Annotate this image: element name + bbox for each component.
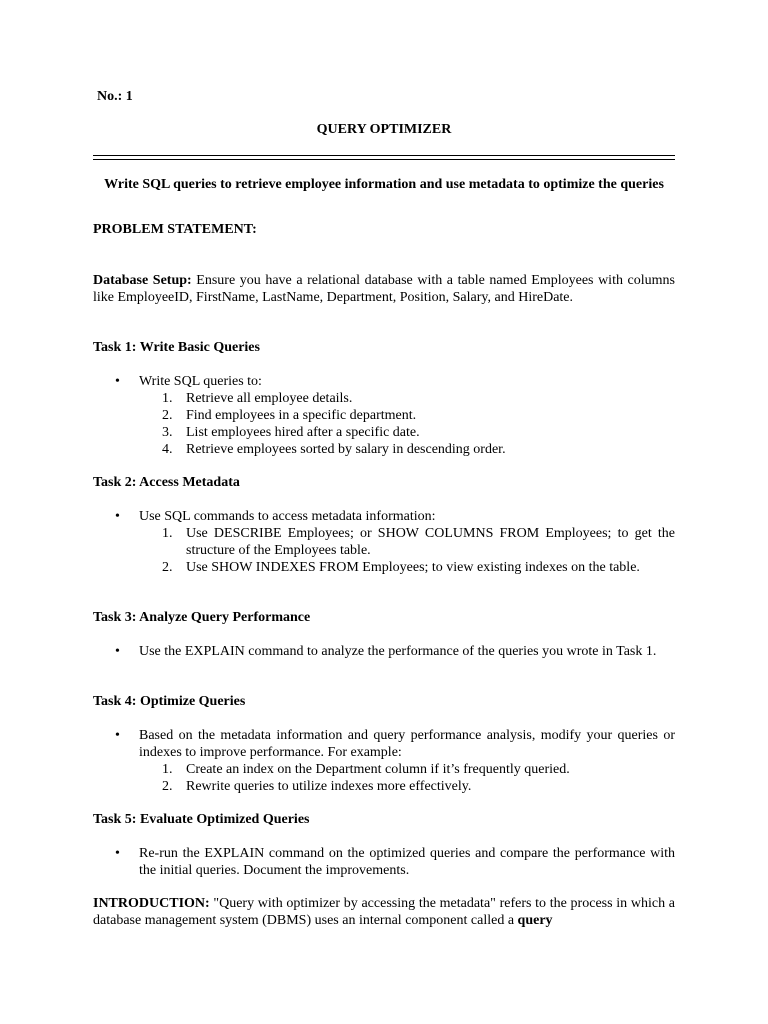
list-item: 2. Use SHOW INDEXES FROM Employees; to view existing indexes on the table. — [162, 560, 640, 575]
list-item: 2. Rewrite queries to utilize indexes more effectively. — [162, 779, 472, 794]
bullet-icon: • — [115, 728, 120, 743]
list-item: 4. Retrieve employees sorted by salary in descending order. — [162, 442, 506, 457]
task-3-bullet-text: Use the EXPLAIN command to analyze the performance of the queries you wrote in Task 1. — [139, 644, 657, 659]
task-4-heading: Task 4: Optimize Queries — [93, 694, 246, 709]
aim-statement: Write SQL queries to retrieve employee information and use metadata to optimize the queries — [104, 177, 664, 192]
database-setup-text: Ensure you have a relational database with a table named Employees with columns like EmployeeID, FirstName, LastName, Department, Position, Salary, and HireDate. — [93, 273, 675, 305]
task-5-bullet-text: Re-run the EXPLAIN command on the optimized queries and compare the performance with the initial queries. Document the improvements. — [139, 846, 675, 878]
list-item: 1. Use DESCRIBE Employees; or SHOW COLUMNS FROM Employees; to get the structure of the Employees table. — [162, 526, 675, 558]
list-item: 2. Find employees in a specific department. — [162, 408, 417, 423]
bullet-icon: • — [115, 644, 120, 659]
database-setup-label: Database Setup: — [93, 273, 192, 288]
list-item: 1. Create an index on the Department column if it’s frequently queried. — [162, 762, 570, 777]
task-3-heading: Task 3: Analyze Query Performance — [93, 610, 311, 625]
problem-statement-heading: PROBLEM STATEMENT: — [93, 222, 257, 237]
introduction-label: INTRODUCTION: — [93, 896, 210, 911]
bullet-icon: • — [115, 509, 120, 524]
task-4-list — [93, 761, 675, 795]
task-2-heading: Task 2: Access Metadata — [93, 475, 240, 490]
bullet-icon: • — [115, 374, 120, 389]
database-setup-paragraph — [93, 272, 675, 306]
task-2-list — [93, 525, 675, 576]
task-1-bullet-text: Write SQL queries to: — [139, 374, 262, 389]
document-title: QUERY OPTIMIZER — [316, 122, 452, 137]
task-5-heading: Task 5: Evaluate Optimized Queries — [93, 812, 310, 827]
title-divider — [93, 155, 675, 160]
list-item: 3. List employees hired after a specific date. — [162, 425, 420, 440]
list-item: 1. Retrieve all employee details. — [162, 391, 353, 406]
introduction-bold-tail: query — [517, 913, 553, 928]
introduction-text: "Query with optimizer by accessing the metadata" refers to the process in which a database management system (DBMS) uses an internal component called a — [93, 896, 675, 928]
task-2-bullet-text: Use SQL commands to access metadata information: — [139, 509, 436, 524]
introduction-paragraph — [93, 895, 675, 929]
task-1-list — [93, 390, 675, 458]
task-4-bullet-text: Based on the metadata information and query performance analysis, modify your queries or indexes to improve performance. For example: — [139, 728, 675, 760]
experiment-number: No.: 1 — [97, 89, 133, 104]
bullet-icon: • — [115, 846, 120, 861]
task-1-heading: Task 1: Write Basic Queries — [93, 340, 260, 355]
